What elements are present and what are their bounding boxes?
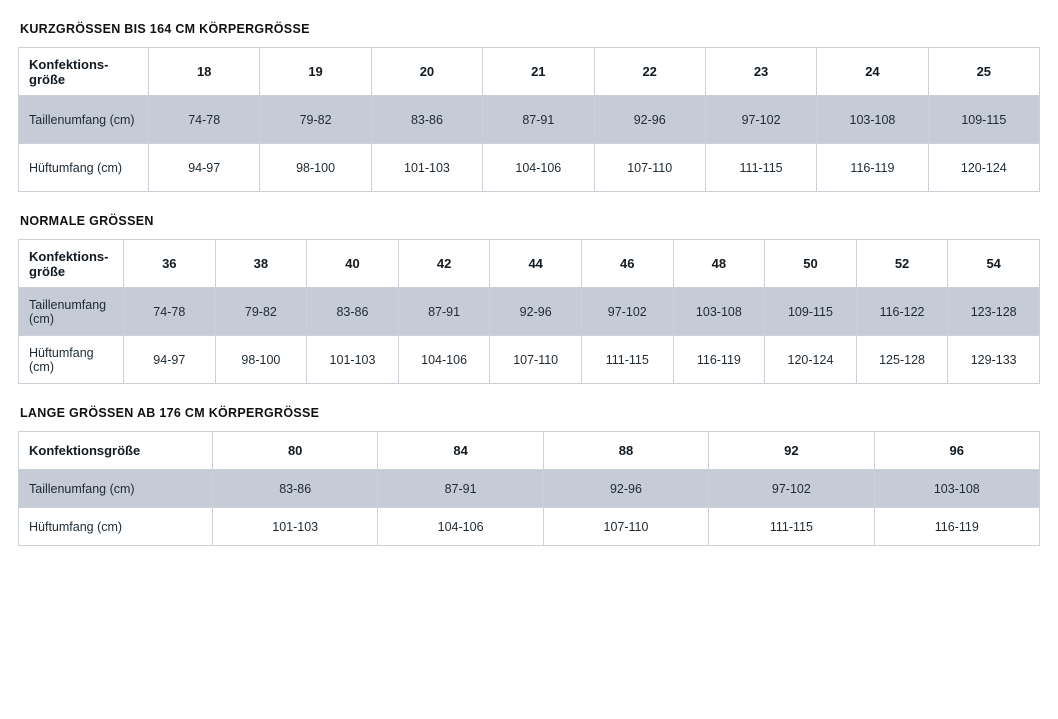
table-cell: 111-115 bbox=[581, 336, 673, 384]
table-cell: 83-86 bbox=[213, 470, 378, 508]
table-cell: 109-115 bbox=[765, 288, 857, 336]
header-cell: 96 bbox=[874, 432, 1039, 470]
header-cell: 23 bbox=[705, 48, 816, 96]
table-cell: 109-115 bbox=[928, 96, 1039, 144]
header-cell: 24 bbox=[817, 48, 928, 96]
section-normal-sizes bbox=[18, 214, 1040, 384]
header-cell: 54 bbox=[948, 240, 1040, 288]
table-header-row bbox=[19, 432, 1040, 470]
table-row bbox=[19, 470, 1040, 508]
table-cell: 107-110 bbox=[490, 336, 582, 384]
table-cell: 111-115 bbox=[705, 144, 816, 192]
table-header-row bbox=[19, 48, 1040, 96]
table-cell: 79-82 bbox=[215, 288, 307, 336]
header-cell: 40 bbox=[307, 240, 399, 288]
header-cell: 48 bbox=[673, 240, 765, 288]
table-row bbox=[19, 508, 1040, 546]
header-cell: 52 bbox=[856, 240, 948, 288]
table-cell: 103-108 bbox=[817, 96, 928, 144]
table-cell: 97-102 bbox=[709, 470, 874, 508]
header-cell: 42 bbox=[398, 240, 490, 288]
table-cell: 97-102 bbox=[581, 288, 673, 336]
table-cell: 83-86 bbox=[307, 288, 399, 336]
header-row-label: Konfektionsgröße bbox=[19, 432, 213, 470]
header-row-label: Konfektions-größe bbox=[19, 240, 124, 288]
header-row-label: Konfektions-größe bbox=[19, 48, 149, 96]
size-table-normal bbox=[18, 239, 1040, 384]
section-long-sizes bbox=[18, 406, 1040, 546]
table-cell: 101-103 bbox=[307, 336, 399, 384]
table-cell: 129-133 bbox=[948, 336, 1040, 384]
table-cell: 103-108 bbox=[874, 470, 1039, 508]
table-cell: 94-97 bbox=[149, 144, 260, 192]
table-cell: 111-115 bbox=[709, 508, 874, 546]
table-cell: 104-106 bbox=[483, 144, 594, 192]
table-cell: 87-91 bbox=[378, 470, 543, 508]
table-row bbox=[19, 144, 1040, 192]
table-cell: 116-122 bbox=[856, 288, 948, 336]
row-label: Taillenumfang (cm) bbox=[19, 288, 124, 336]
table-cell: 97-102 bbox=[705, 96, 816, 144]
section-short-sizes bbox=[18, 22, 1040, 192]
header-cell: 36 bbox=[124, 240, 216, 288]
table-cell: 98-100 bbox=[215, 336, 307, 384]
row-label: Hüftumfang (cm) bbox=[19, 144, 149, 192]
table-cell: 101-103 bbox=[213, 508, 378, 546]
table-cell: 87-91 bbox=[483, 96, 594, 144]
header-cell: 46 bbox=[581, 240, 673, 288]
header-cell: 88 bbox=[543, 432, 708, 470]
header-cell: 44 bbox=[490, 240, 582, 288]
table-cell: 103-108 bbox=[673, 288, 765, 336]
header-cell: 84 bbox=[378, 432, 543, 470]
table-cell: 107-110 bbox=[594, 144, 705, 192]
table-cell: 116-119 bbox=[874, 508, 1039, 546]
section-title-long-sizes: LANGE GRÖSSEN AB 176 CM KÖRPERGRÖSSE bbox=[20, 406, 320, 420]
table-row bbox=[19, 336, 1040, 384]
table-cell: 74-78 bbox=[124, 288, 216, 336]
table-header-row bbox=[19, 240, 1040, 288]
table-cell: 98-100 bbox=[260, 144, 371, 192]
table-cell: 92-96 bbox=[594, 96, 705, 144]
row-label: Hüftumfang (cm) bbox=[19, 508, 213, 546]
header-cell: 21 bbox=[483, 48, 594, 96]
section-title-normal-sizes: NORMALE GRÖSSEN bbox=[20, 214, 154, 228]
table-cell: 123-128 bbox=[948, 288, 1040, 336]
table-cell: 116-119 bbox=[673, 336, 765, 384]
table-cell: 104-106 bbox=[378, 508, 543, 546]
row-label: Taillenumfang (cm) bbox=[19, 470, 213, 508]
header-cell: 22 bbox=[594, 48, 705, 96]
header-cell: 20 bbox=[371, 48, 482, 96]
table-cell: 79-82 bbox=[260, 96, 371, 144]
table-row bbox=[19, 288, 1040, 336]
size-table-short bbox=[18, 47, 1040, 192]
table-cell: 87-91 bbox=[398, 288, 490, 336]
header-cell: 18 bbox=[149, 48, 260, 96]
header-cell: 92 bbox=[709, 432, 874, 470]
table-cell: 92-96 bbox=[490, 288, 582, 336]
table-cell: 104-106 bbox=[398, 336, 490, 384]
table-cell: 107-110 bbox=[543, 508, 708, 546]
table-cell: 120-124 bbox=[765, 336, 857, 384]
section-title-short-sizes: KURZGRÖSSEN BIS 164 CM KÖRPERGRÖSSE bbox=[20, 22, 310, 36]
table-cell: 125-128 bbox=[856, 336, 948, 384]
row-label: Taillenumfang (cm) bbox=[19, 96, 149, 144]
header-cell: 50 bbox=[765, 240, 857, 288]
table-cell: 92-96 bbox=[543, 470, 708, 508]
table-cell: 120-124 bbox=[928, 144, 1039, 192]
header-cell: 19 bbox=[260, 48, 371, 96]
table-cell: 94-97 bbox=[124, 336, 216, 384]
header-cell: 80 bbox=[213, 432, 378, 470]
row-label: Hüftumfang (cm) bbox=[19, 336, 124, 384]
header-cell: 38 bbox=[215, 240, 307, 288]
table-cell: 83-86 bbox=[371, 96, 482, 144]
header-cell: 25 bbox=[928, 48, 1039, 96]
size-table-long bbox=[18, 431, 1040, 546]
table-row bbox=[19, 96, 1040, 144]
table-cell: 101-103 bbox=[371, 144, 482, 192]
table-cell: 74-78 bbox=[149, 96, 260, 144]
table-cell: 116-119 bbox=[817, 144, 928, 192]
